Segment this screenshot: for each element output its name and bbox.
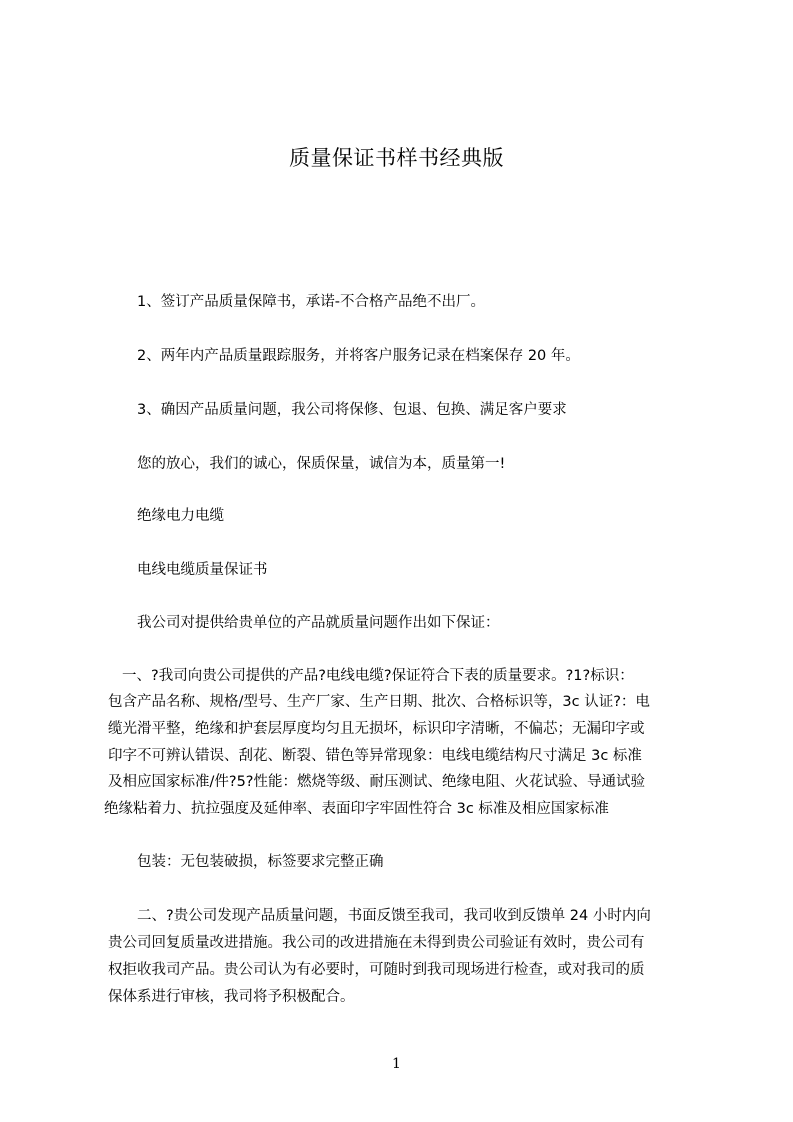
commitment-item-1: 1、签订产品质量保障书，承诺-不合格产品绝不出厂。 — [137, 294, 485, 310]
section1-line-3: 缆光滑平整，绝缘和护套层厚度均匀且无损坏，标识印字清晰，不偏芯；无漏印字或 — [108, 721, 645, 737]
section2-line-2: 贵公司回复质量改进措施。我公司的改进措施在未得到贵公司验证有效时，贵公司有 — [108, 935, 645, 951]
section1-line-2: 包含产品名称、规格/型号、生产厂家、生产日期、批次、合格标识等，3c 认证?：电 — [108, 694, 650, 710]
certificate-heading: 电线电缆质量保证书 — [137, 562, 268, 578]
section2-line-1: 二、?贵公司发现产品质量问题，书面反馈至我司，我司收到反馈单 24 小时内向 — [137, 908, 651, 924]
section1-line-6: 绝缘粘着力、抗拉强度及延伸率、表面印字牢固性符合 3c 标准及相应国家标准 — [104, 801, 609, 817]
commitment-item-3: 3、确因产品质量问题，我公司将保修、包退、包换、满足客户要求 — [137, 402, 567, 418]
packaging-line: 包装：无包装破损，标签要求完整正确 — [137, 854, 384, 870]
section1-line-1: 一、?我司向贵公司提供的产品?电线电缆?保证符合下表的质量要求。?1?标识： — [122, 668, 634, 684]
section1-line-5: 及相应国家标准/件?5?性能：燃烧等级、耐压测试、绝缘电阻、火花试验、导通试验 — [108, 774, 645, 790]
commitment-item-2: 2、两年内产品质量跟踪服务，并将客户服务记录在档案保存 20 年。 — [137, 348, 580, 364]
section1-line-4: 印字不可辨认错误、刮花、断裂、错色等异常现象：电线电缆结构尺寸满足 3c 标准 — [108, 748, 642, 764]
slogan-line: 您的放心，我们的诚心，保质保量，诚信为本，质量第一! — [137, 456, 506, 472]
page-number: 1 — [392, 1056, 401, 1072]
document-title: 质量保证书样书经典版 — [289, 146, 504, 170]
section2-line-4: 保体系进行审核，我司将予积极配合。 — [108, 989, 355, 1005]
section2-line-3: 权拒收我司产品。贵公司认为有必要时，可随时到我司现场进行检查，或对我司的质 — [108, 962, 645, 978]
guarantee-intro: 我公司对提供给贵单位的产品就质量问题作出如下保证： — [137, 615, 500, 631]
product-heading: 绝缘电力电缆 — [137, 508, 224, 524]
